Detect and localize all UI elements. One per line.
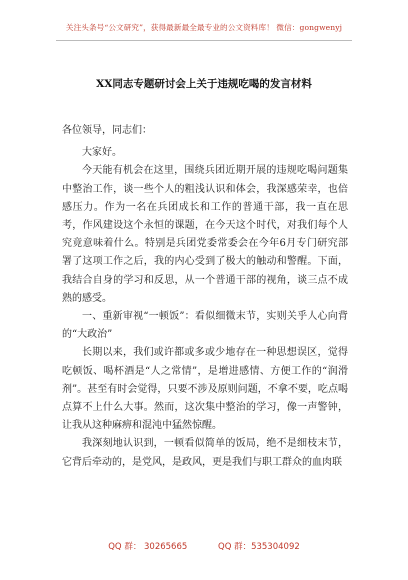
body-paragraph: 长期以来，我们或许都或多或少地存在一种思想误区，觉得吃顿饭、喝杯酒是“人之常情”，是增进感情、方便工作的“润滑剂”。甚至有时会觉得，只要不涉及原则问题，不拿不要，吃点喝点算不上什么大事。然而，这次集中整治的学习，像一声警钟，让我从这种麻痹和混沌中猛然惊醒。 — [62, 347, 348, 432]
header-promo-note: 关注头条号“公文研究”，获得最新最全最专业的公文资料库！ 微信：gongwenyj — [65, 23, 343, 32]
body-paragraph: 今天能有机会在这里，围绕兵团近期开展的违规吃喝问题集中整治工作，谈一些个人的粗浅认识和体会，我深感荣幸，也倍感压力。作为一名在兵团成长和工作的普通干部，我一直在思考，作风建设这个永恒的课题，在今天这个时代，对我们每个人究竟意味着什么。特别是兵团党委常委会在今年6月专门研究部署了这项工作之后，我的内心受到了极大的触动和警醒。下面，我结合自身的学习和反思，从一个普通干部的视角，谈三点不成熟的感受。 — [62, 165, 348, 304]
section-heading: 一、重新审视“一顿饭”：看似细微末节，实则关乎人心向背的“大政治” — [62, 311, 348, 341]
footer-contact — [0, 540, 408, 552]
header-divider — [56, 40, 352, 41]
document-body — [62, 122, 348, 472]
document-title: XX同志专题研讨会上关于违规吃喝的发言材料 — [96, 78, 312, 90]
greeting: 大家好。 — [82, 147, 122, 159]
salutation: 各位领导，同志们： — [62, 125, 152, 136]
footer-qq-group-2: QQ 群：535304092 — [218, 542, 300, 552]
footer-qq-group-1: QQ 群： 30265665 — [108, 542, 188, 552]
body-paragraph: 我深刻地认识到，一顿看似简单的饭局，绝不是细枝末节，它背后牵动的，是党风，是政风，更是我们与职工群众的血肉联 — [62, 438, 348, 468]
